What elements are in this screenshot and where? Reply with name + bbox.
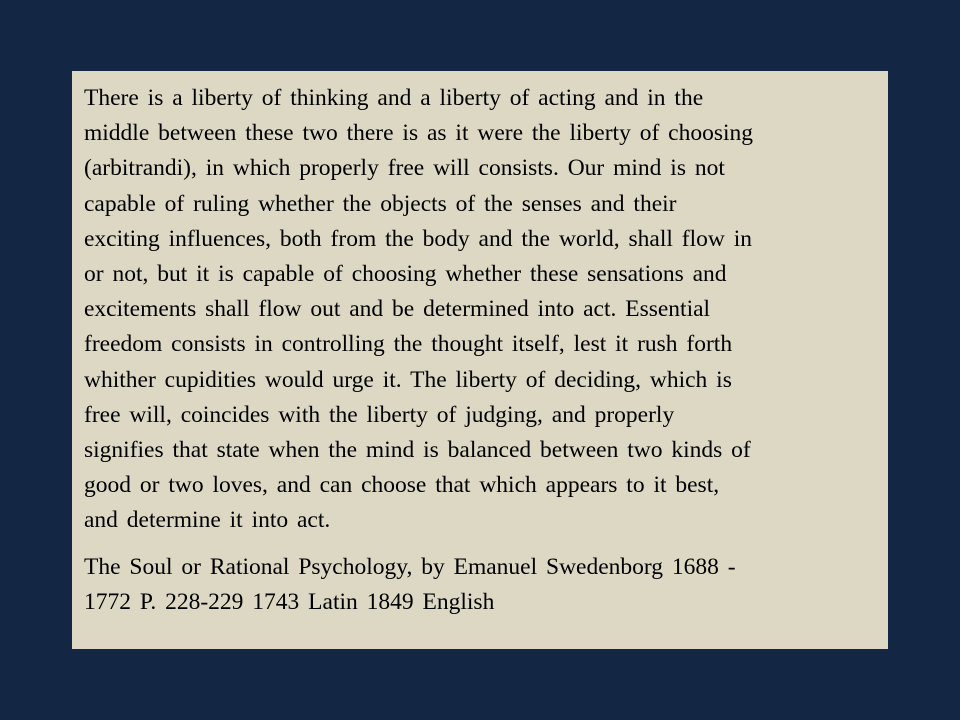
quote-line: good or two loves, and can choose that which appears to it best, — [84, 472, 720, 499]
quote-line: capable of ruling whether the objects of the senses and their — [84, 190, 677, 217]
quote-paragraph — [84, 81, 876, 539]
quote-line: freedom consists in controlling the thought itself, lest it rush forth — [84, 331, 733, 358]
quote-line: free will, coincides with the liberty of judging, and properly — [84, 401, 675, 428]
citation-line: 1772 P. 228-229 1743 Latin 1849 English — [84, 588, 495, 615]
quote-line: and determine it into act. — [84, 507, 331, 534]
quote-line: or not, but it is capable of choosing whether these sensations and — [84, 261, 727, 288]
quote-line: (arbitrandi), in which properly free will consists. Our mind is not — [84, 155, 725, 182]
quote-line: There is a liberty of thinking and a liberty of acting and in the — [84, 85, 704, 111]
citation-paragraph — [84, 550, 876, 620]
quote-text-box — [72, 71, 888, 649]
quote-line: exciting influences, both from the body and the world, shall flow in — [84, 225, 753, 252]
quote-line: middle between these two there is as it were the liberty of choosing — [84, 120, 754, 147]
citation-line: The Soul or Rational Psychology, by Emanuel Swedenborg 1688 - — [84, 553, 736, 580]
quote-line: excitements shall flow out and be determined into act. Essential — [84, 296, 711, 323]
quote-line: signifies that state when the mind is balanced between two kinds of — [84, 437, 751, 464]
quote-line: whither cupidities would urge it. The liberty of deciding, which is — [84, 366, 732, 393]
